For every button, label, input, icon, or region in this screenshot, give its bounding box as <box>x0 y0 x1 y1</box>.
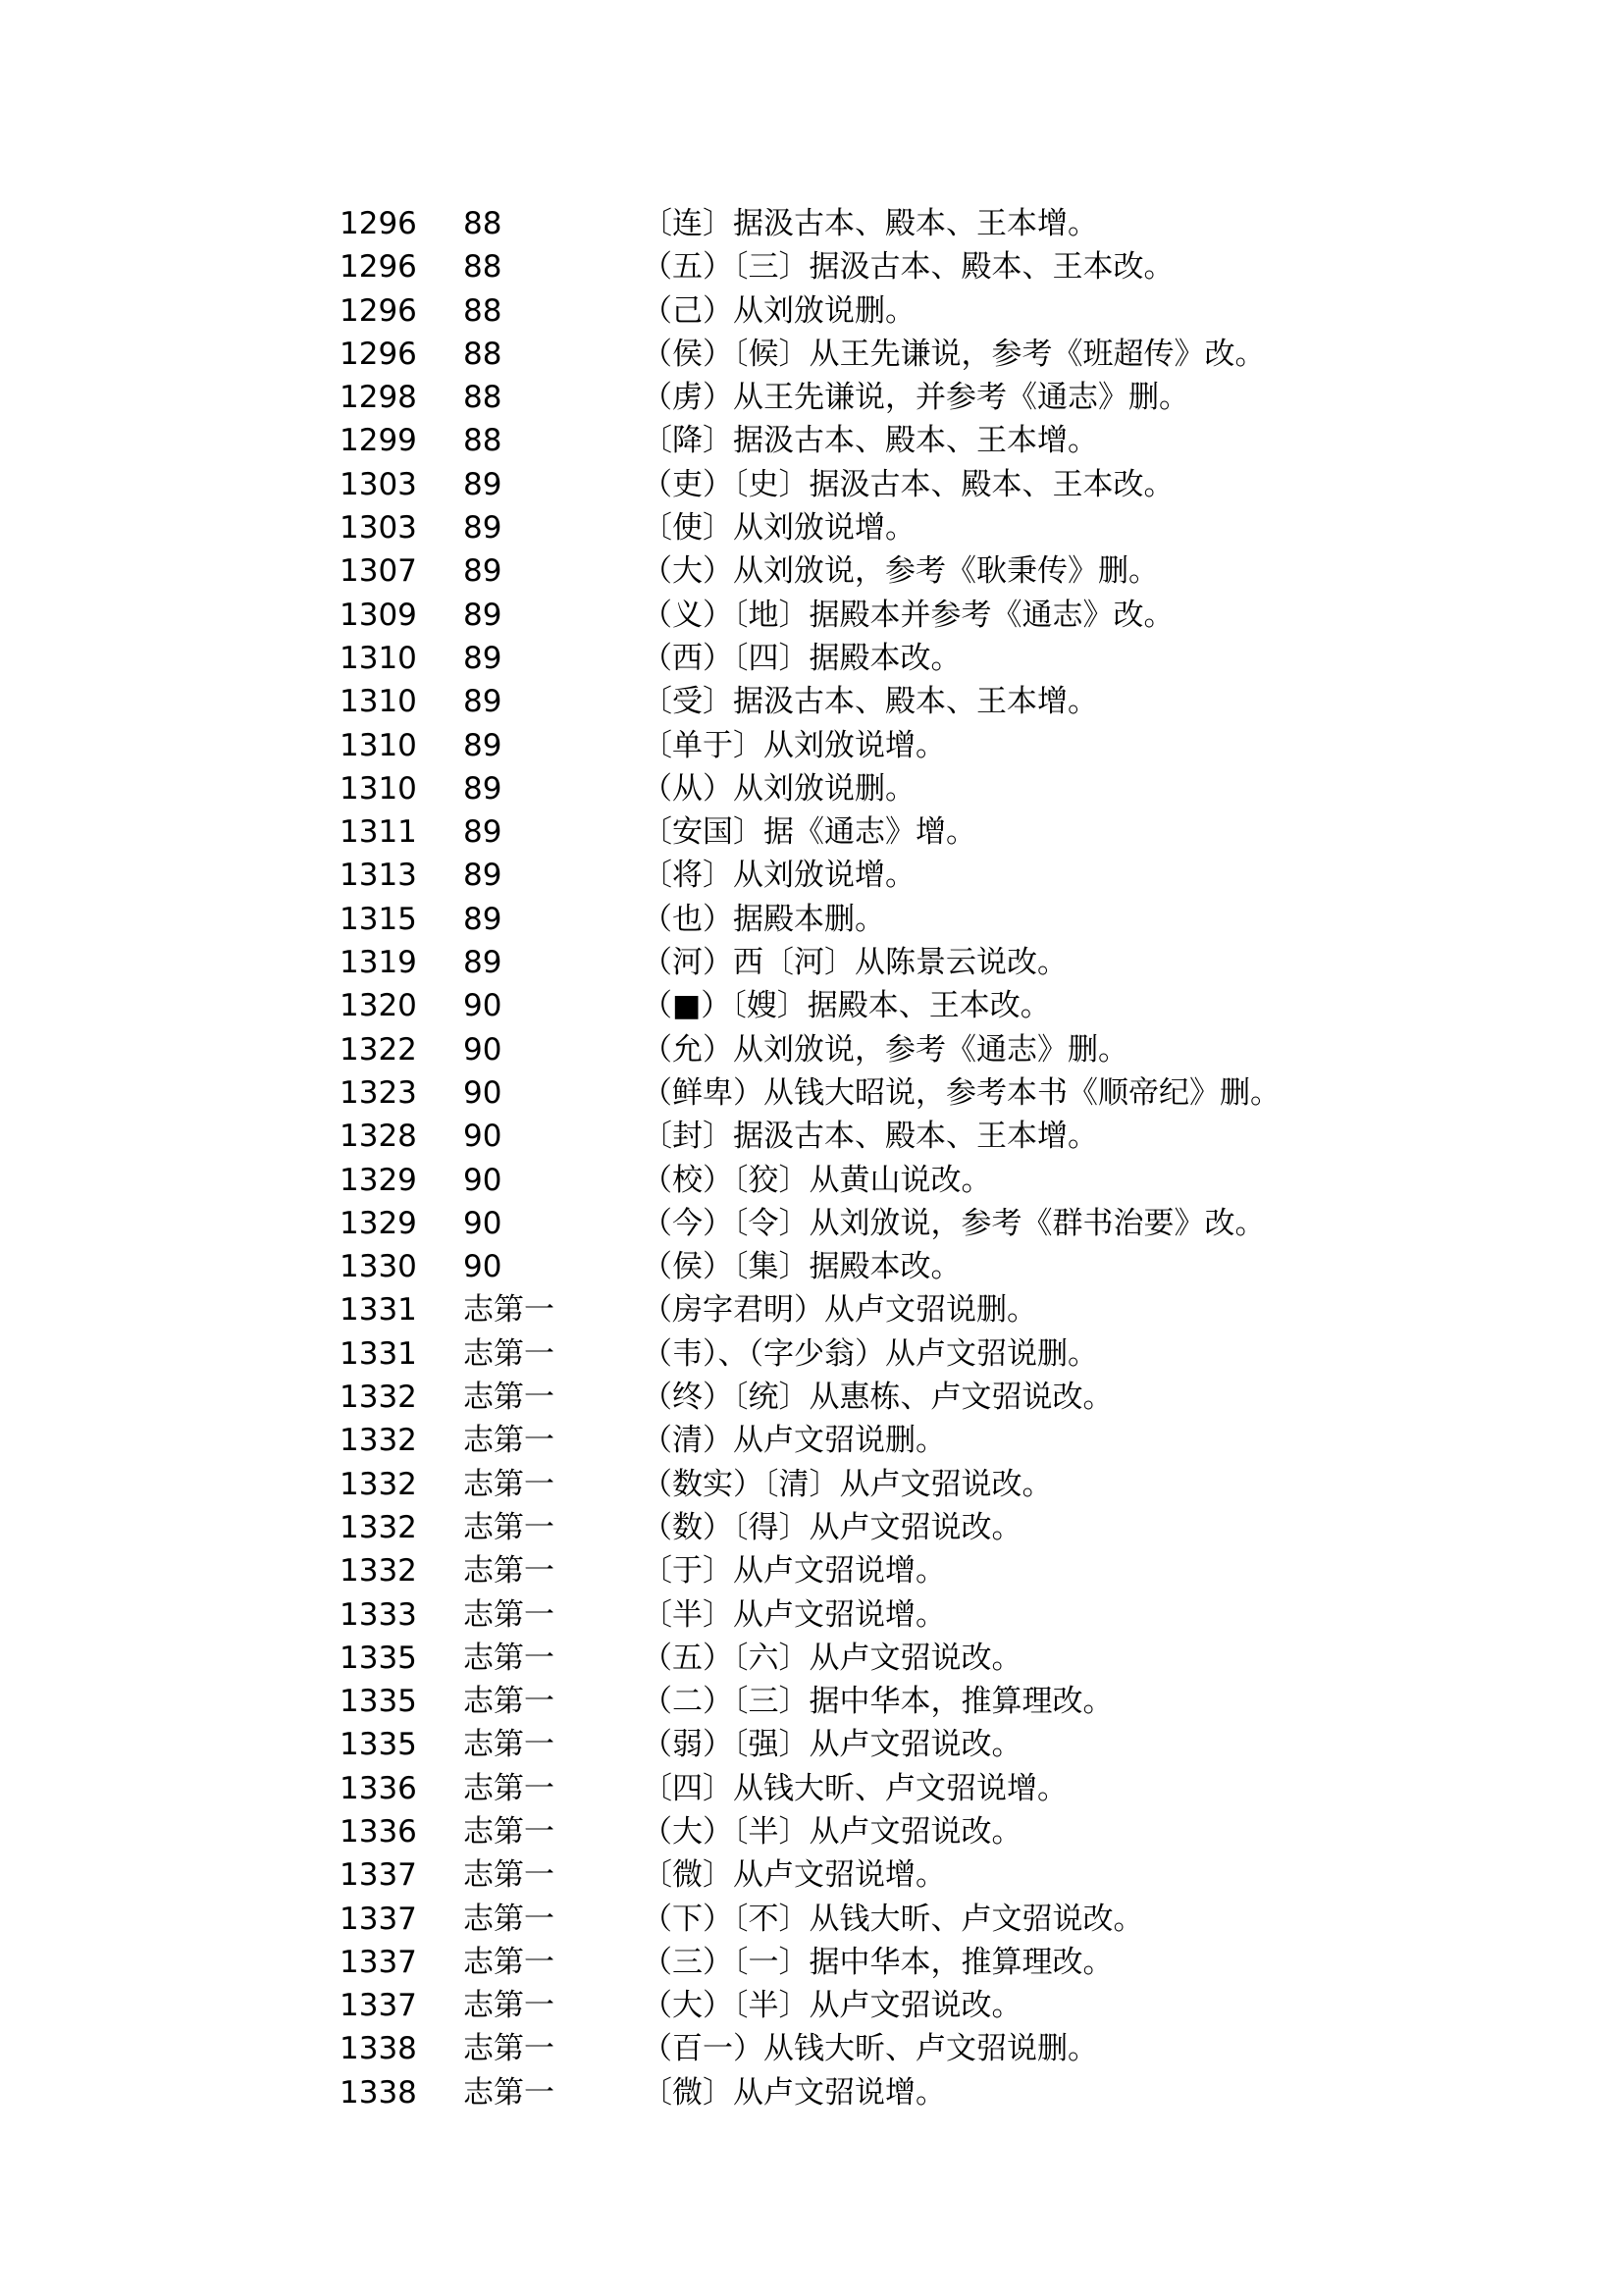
collation-note: （三）〔一〕据中华本，推算理改。 <box>642 1944 1114 1980</box>
collation-note: 〔连〕据汲古本、殿本、王本增。 <box>642 206 1098 241</box>
chapter-number: 89 <box>463 770 502 807</box>
chapter-number: 志第一 <box>463 2031 554 2067</box>
page-number: 1337 <box>340 1944 417 1980</box>
chapter-number: 90 <box>463 1119 502 1155</box>
page-number: 1338 <box>340 2074 417 2111</box>
page-number: 1331 <box>340 1335 417 1372</box>
note-row <box>340 333 1419 376</box>
note-row <box>340 1419 1419 1462</box>
chapter-number: 志第一 <box>463 1380 554 1416</box>
note-row <box>340 2027 1419 2070</box>
note-row <box>340 245 1419 288</box>
page-number: 1335 <box>340 1640 417 1676</box>
collation-note: （韦）、（字少翁）从卢文弨说删。 <box>642 1335 1098 1372</box>
chapter-number: 88 <box>463 423 502 459</box>
note-row <box>340 1159 1419 1202</box>
collation-note: （校）〔狡〕从黄山说改。 <box>642 1162 992 1198</box>
page-number: 1311 <box>340 814 417 851</box>
note-row <box>340 1984 1419 2027</box>
chapter-number: 88 <box>463 380 502 416</box>
note-row <box>340 506 1419 549</box>
note-row <box>340 1637 1419 1680</box>
note-row <box>340 724 1419 767</box>
collation-note: 〔四〕从钱大昕、卢文弨说增。 <box>642 1770 1068 1806</box>
note-row <box>340 1376 1419 1419</box>
chapter-number: 90 <box>463 1074 502 1111</box>
chapter-number: 90 <box>463 988 502 1024</box>
page-number: 1330 <box>340 1249 417 1285</box>
note-row <box>340 376 1419 419</box>
page-number: 1328 <box>340 1119 417 1155</box>
collation-note: （虏）从王先谦说，并参考《通志》删。 <box>642 380 1189 416</box>
collation-note: （己）从刘攽说删。 <box>642 292 916 329</box>
note-row <box>340 202 1419 245</box>
page-number: 1332 <box>340 1553 417 1590</box>
note-row <box>340 1463 1419 1506</box>
note-row <box>340 767 1419 810</box>
collation-note: （终）〔统〕从惠栋、卢文弨说改。 <box>642 1380 1114 1416</box>
chapter-number: 志第一 <box>463 2074 554 2111</box>
page-number: 1335 <box>340 1727 417 1763</box>
page-number: 1320 <box>340 988 417 1024</box>
page-number: 1303 <box>340 510 417 547</box>
collation-note: （五）〔三〕据汲古本、殿本、王本改。 <box>642 249 1175 286</box>
page-number: 1313 <box>340 858 417 894</box>
note-row <box>340 1680 1419 1723</box>
collation-note: 〔安国〕据《通志》增。 <box>642 814 976 851</box>
chapter-number: 志第一 <box>463 1596 554 1633</box>
page-number: 1307 <box>340 553 417 590</box>
chapter-number: 志第一 <box>463 1509 554 1545</box>
collation-note: （百一）从钱大昕、卢文弨说删。 <box>642 2031 1098 2067</box>
page-number: 1310 <box>340 727 417 763</box>
note-row <box>340 1853 1419 1897</box>
collation-note: （河）西〔河〕从陈景云说改。 <box>642 945 1068 981</box>
collation-note: （侯）〔集〕据殿本改。 <box>642 1249 962 1285</box>
page-number: 1332 <box>340 1466 417 1502</box>
note-row <box>340 594 1419 637</box>
page-number: 1332 <box>340 1509 417 1545</box>
page-number: 1303 <box>340 466 417 502</box>
collation-note: （弱）〔强〕从卢文弨说改。 <box>642 1727 1022 1763</box>
chapter-number: 志第一 <box>463 1727 554 1763</box>
page-number: 1310 <box>340 684 417 720</box>
page-number: 1296 <box>340 206 417 241</box>
collation-note: （数实）〔清〕从卢文弨说改。 <box>642 1466 1053 1502</box>
chapter-number: 90 <box>463 1249 502 1285</box>
collation-note: （■）〔嫂〕据殿本、王本改。 <box>642 988 1051 1024</box>
chapter-number: 88 <box>463 292 502 329</box>
note-row <box>340 941 1419 984</box>
chapter-number: 志第一 <box>463 1988 554 2024</box>
note-row <box>340 463 1419 506</box>
page-number: 1333 <box>340 1596 417 1633</box>
chapter-number: 志第一 <box>463 1857 554 1894</box>
page-number: 1315 <box>340 901 417 937</box>
collation-note: （今）〔令〕从刘攽说，参考《群书治要》改。 <box>642 1205 1266 1241</box>
note-row <box>340 1767 1419 1810</box>
collation-note: （二）〔三〕据中华本，推算理改。 <box>642 1684 1114 1720</box>
collation-note: 〔使〕从刘攽说增。 <box>642 510 916 547</box>
collation-note: 〔降〕据汲古本、殿本、王本增。 <box>642 423 1098 459</box>
collation-note: （清）从卢文弨说删。 <box>642 1423 946 1459</box>
chapter-number: 志第一 <box>463 1466 554 1502</box>
chapter-number: 志第一 <box>463 1640 554 1676</box>
note-row <box>340 2071 1419 2114</box>
chapter-number: 志第一 <box>463 1553 554 1590</box>
page-number: 1299 <box>340 423 417 459</box>
note-row <box>340 289 1419 333</box>
collation-note: 〔半〕从卢文弨说增。 <box>642 1596 946 1633</box>
collation-note: （西）〔四〕据殿本改。 <box>642 640 962 676</box>
page-number: 1323 <box>340 1074 417 1111</box>
note-row <box>340 1549 1419 1592</box>
collation-note: （下）〔不〕从钱大昕、卢文弨说改。 <box>642 1901 1144 1937</box>
page-number: 1296 <box>340 336 417 372</box>
note-row <box>340 1506 1419 1549</box>
note-row <box>340 1245 1419 1288</box>
chapter-number: 90 <box>463 1205 502 1241</box>
note-row <box>340 1593 1419 1637</box>
note-row <box>340 1071 1419 1115</box>
note-row <box>340 419 1419 462</box>
collation-note: 〔微〕从卢文弨说增。 <box>642 2074 946 2111</box>
note-row <box>340 1288 1419 1331</box>
chapter-number: 89 <box>463 814 502 851</box>
page-number: 1329 <box>340 1205 417 1241</box>
chapter-number: 90 <box>463 1162 502 1198</box>
page-number: 1335 <box>340 1684 417 1720</box>
page-number: 1336 <box>340 1813 417 1850</box>
note-row <box>340 898 1419 941</box>
note-row <box>340 1115 1419 1158</box>
chapter-number: 志第一 <box>463 1423 554 1459</box>
chapter-number: 89 <box>463 553 502 590</box>
note-row <box>340 1723 1419 1766</box>
collation-note: （大）〔半〕从卢文弨说改。 <box>642 1988 1022 2024</box>
page-number: 1319 <box>340 945 417 981</box>
collation-note: 〔于〕从卢文弨说增。 <box>642 1553 946 1590</box>
chapter-number: 90 <box>463 1031 502 1068</box>
collation-note: 〔将〕从刘攽说增。 <box>642 858 916 894</box>
note-row <box>340 549 1419 593</box>
chapter-number: 89 <box>463 510 502 547</box>
note-row <box>340 1202 1419 1245</box>
page-number: 1331 <box>340 1292 417 1329</box>
note-row <box>340 1898 1419 1941</box>
note-row <box>340 1810 1419 1853</box>
page-number: 1322 <box>340 1031 417 1068</box>
collation-note: （大）〔半〕从卢文弨说改。 <box>642 1813 1022 1850</box>
chapter-number: 志第一 <box>463 1292 554 1329</box>
note-row <box>340 984 1419 1027</box>
chapter-number: 88 <box>463 206 502 241</box>
page-number: 1310 <box>340 770 417 807</box>
chapter-number: 89 <box>463 727 502 763</box>
page-number: 1332 <box>340 1380 417 1416</box>
collation-note: （大）从刘攽说，参考《耿秉传》删。 <box>642 553 1159 590</box>
page-number: 1296 <box>340 292 417 329</box>
collation-note: 〔微〕从卢文弨说增。 <box>642 1857 946 1894</box>
chapter-number: 89 <box>463 945 502 981</box>
chapter-number: 志第一 <box>463 1813 554 1850</box>
note-row <box>340 1028 1419 1071</box>
note-row <box>340 637 1419 680</box>
collation-note: 〔单于〕从刘攽说增。 <box>642 727 946 763</box>
page-number: 1310 <box>340 640 417 676</box>
collation-note: （五）〔六〕从卢文弨说改。 <box>642 1640 1022 1676</box>
chapter-number: 89 <box>463 640 502 676</box>
collation-note: 〔封〕据汲古本、殿本、王本增。 <box>642 1119 1098 1155</box>
note-row <box>340 854 1419 897</box>
chapter-number: 89 <box>463 466 502 502</box>
page-number: 1338 <box>340 2031 417 2067</box>
note-row <box>340 810 1419 854</box>
page-number: 1336 <box>340 1770 417 1806</box>
page-number: 1329 <box>340 1162 417 1198</box>
chapter-number: 89 <box>463 858 502 894</box>
collation-note: （从）从刘攽说删。 <box>642 770 916 807</box>
chapter-number: 88 <box>463 249 502 286</box>
note-row <box>340 680 1419 723</box>
chapter-number: 88 <box>463 336 502 372</box>
page-number: 1337 <box>340 1901 417 1937</box>
collation-note: 〔受〕据汲古本、殿本、王本增。 <box>642 684 1098 720</box>
chapter-number: 志第一 <box>463 1770 554 1806</box>
collation-note: （也）据殿本删。 <box>642 901 885 937</box>
note-row <box>340 1332 1419 1376</box>
note-row <box>340 1941 1419 1984</box>
collation-note: （义）〔地〕据殿本并参考《通志》改。 <box>642 597 1175 633</box>
chapter-number: 志第一 <box>463 1901 554 1937</box>
page-number: 1337 <box>340 1988 417 2024</box>
collation-note: （数）〔得〕从卢文弨说改。 <box>642 1509 1022 1545</box>
collation-note: （鲜卑）从钱大昭说，参考本书《顺帝纪》删。 <box>642 1074 1281 1111</box>
collation-note: （侯）〔候〕从王先谦说，参考《班超传》改。 <box>642 336 1266 372</box>
page-number: 1296 <box>340 249 417 286</box>
chapter-number: 89 <box>463 684 502 720</box>
chapter-number: 89 <box>463 597 502 633</box>
collation-note: （吏）〔史〕据汲古本、殿本、王本改。 <box>642 466 1175 502</box>
page-number: 1309 <box>340 597 417 633</box>
collation-note: （允）从刘攽说，参考《通志》删。 <box>642 1031 1128 1068</box>
chapter-number: 志第一 <box>463 1944 554 1980</box>
page-number: 1337 <box>340 1857 417 1894</box>
page-number: 1332 <box>340 1423 417 1459</box>
collation-notes-list <box>340 202 1419 2114</box>
collation-note: （房字君明）从卢文弨说删。 <box>642 1292 1037 1329</box>
chapter-number: 89 <box>463 901 502 937</box>
page-number: 1298 <box>340 380 417 416</box>
chapter-number: 志第一 <box>463 1684 554 1720</box>
chapter-number: 志第一 <box>463 1335 554 1372</box>
